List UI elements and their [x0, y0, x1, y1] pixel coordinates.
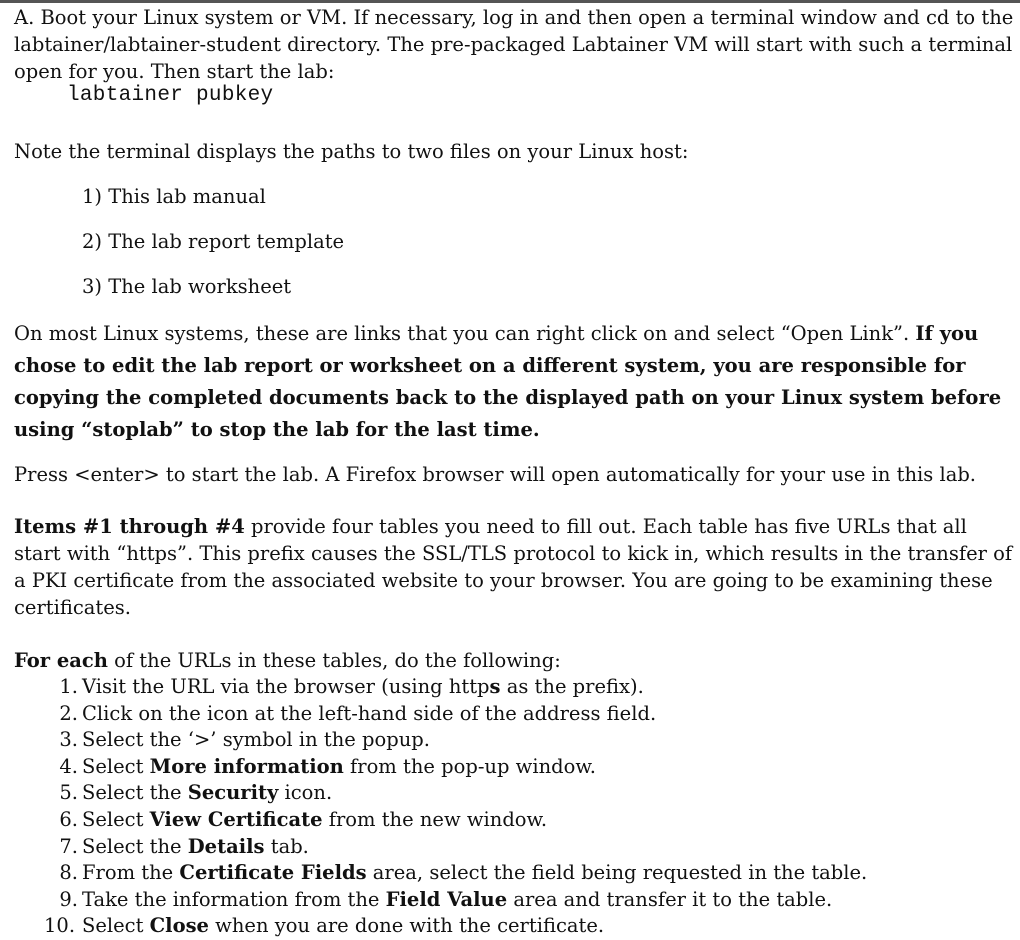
step-item: [14, 834, 1014, 861]
step-item: [14, 807, 1014, 834]
step-bold-text: Close: [149, 914, 209, 938]
step-number: 10.: [44, 914, 76, 938]
step-number: 7.: [59, 834, 78, 858]
step-text: From the: [82, 861, 180, 885]
step-number: 9.: [59, 887, 78, 911]
step-text-after: icon.: [278, 781, 333, 805]
step-item: [14, 701, 1014, 728]
items-rest-text: provide four tables you need to fill out. Each table has five URLs that all start with “https”. This prefix causes the SSL/TLS protocol to kick in, which results in the transfer of a PKI certificate from the associated website to your browser. You are going to be examining these certificates.: [14, 515, 1013, 619]
step-text: Select: [82, 754, 150, 778]
step-text-after: as the prefix).: [500, 675, 644, 698]
file-item-manual: 1) This lab manual: [82, 185, 266, 208]
for-each-bold-text: For each: [14, 649, 108, 672]
step-number: 3.: [59, 728, 78, 752]
step-text: Visit the URL via the browser (using http: [82, 675, 490, 698]
step-bold-text: Details: [187, 834, 265, 858]
step-item: [14, 860, 1014, 887]
step-number: 2.: [59, 701, 78, 725]
items-bold-text: Items #1 through #4: [14, 515, 245, 538]
step-text: Select the: [82, 834, 188, 858]
step-number: 1.: [59, 675, 78, 698]
step-bold-text: Certificate Fields: [179, 861, 367, 885]
steps-list: [14, 674, 1014, 940]
step-text-after: area and transfer it to the table.: [507, 887, 833, 911]
step-text: Select the ‘>’ symbol in the popup.: [82, 728, 430, 752]
step-text: Select: [82, 807, 150, 831]
top-rule: [0, 0, 1020, 3]
step-item: [14, 887, 1014, 914]
items-paragraph: [14, 513, 1014, 621]
step-text-after: area, select the field being requested in the table.: [366, 861, 868, 885]
step-item: [14, 913, 1014, 940]
step-item: [14, 674, 1014, 701]
step-a-paragraph: A. Boot your Linux system or VM. If necessary, log in and then open a terminal window and cd to the labtainer/labtainer-student directory. The pre-packaged Labtainer VM will start with such a terminal open for you. Then start the lab:: [14, 6, 1014, 83]
step-bold-text: View Certificate: [149, 807, 323, 831]
file-list: [14, 183, 1014, 300]
links-paragraph: [14, 318, 1014, 446]
step-text: Select: [82, 914, 150, 938]
step-text-after: from the new window.: [322, 807, 548, 831]
command-line: labtainer pubkey: [67, 84, 274, 107]
step-item: [14, 754, 1014, 781]
step-number: 4.: [59, 754, 78, 778]
file-item-worksheet: 3) The lab worksheet: [82, 275, 292, 298]
step-text-after: tab.: [264, 834, 309, 858]
step-item: [14, 780, 1014, 807]
step-text: Click on the icon at the left-hand side of the address field.: [82, 701, 657, 725]
step-text: Select the: [82, 781, 188, 805]
step-text-after: when you are done with the certificate.: [208, 914, 605, 938]
step-text: Take the information from the: [82, 887, 386, 911]
step-number: 8.: [59, 861, 78, 885]
step-bold-text: Security: [187, 781, 279, 805]
step-number: 5.: [59, 781, 78, 805]
links-plain-text: On most Linux systems, these are links that you can right click on and select “Open Link”.: [14, 322, 916, 345]
note-paragraph: Note the terminal displays the paths to two files on your Linux host:: [14, 140, 689, 163]
for-each-heading: [14, 647, 1014, 674]
step-bold-text: s: [489, 675, 501, 698]
step-bold-text: Field Value: [385, 887, 508, 911]
step-text-after: from the pop-up window.: [343, 754, 596, 778]
for-each-rest-text: of the URLs in these tables, do the following:: [107, 649, 561, 672]
links-bold-text: If you chose to edit the lab report or worksheet on a different system, you are responsible for copying the completed documents back to the displayed path on your Linux system before using “stoplab” to stop the lab for the last time.: [14, 322, 1002, 441]
step-bold-text: More information: [149, 754, 344, 778]
press-enter-paragraph: Press <enter> to start the lab. A Firefox browser will open automatically for your use in this lab.: [14, 463, 977, 486]
step-number: 6.: [59, 807, 78, 831]
file-item-report: 2) The lab report template: [82, 230, 345, 253]
step-item: [14, 727, 1014, 754]
document-page: [14, 4, 1014, 940]
